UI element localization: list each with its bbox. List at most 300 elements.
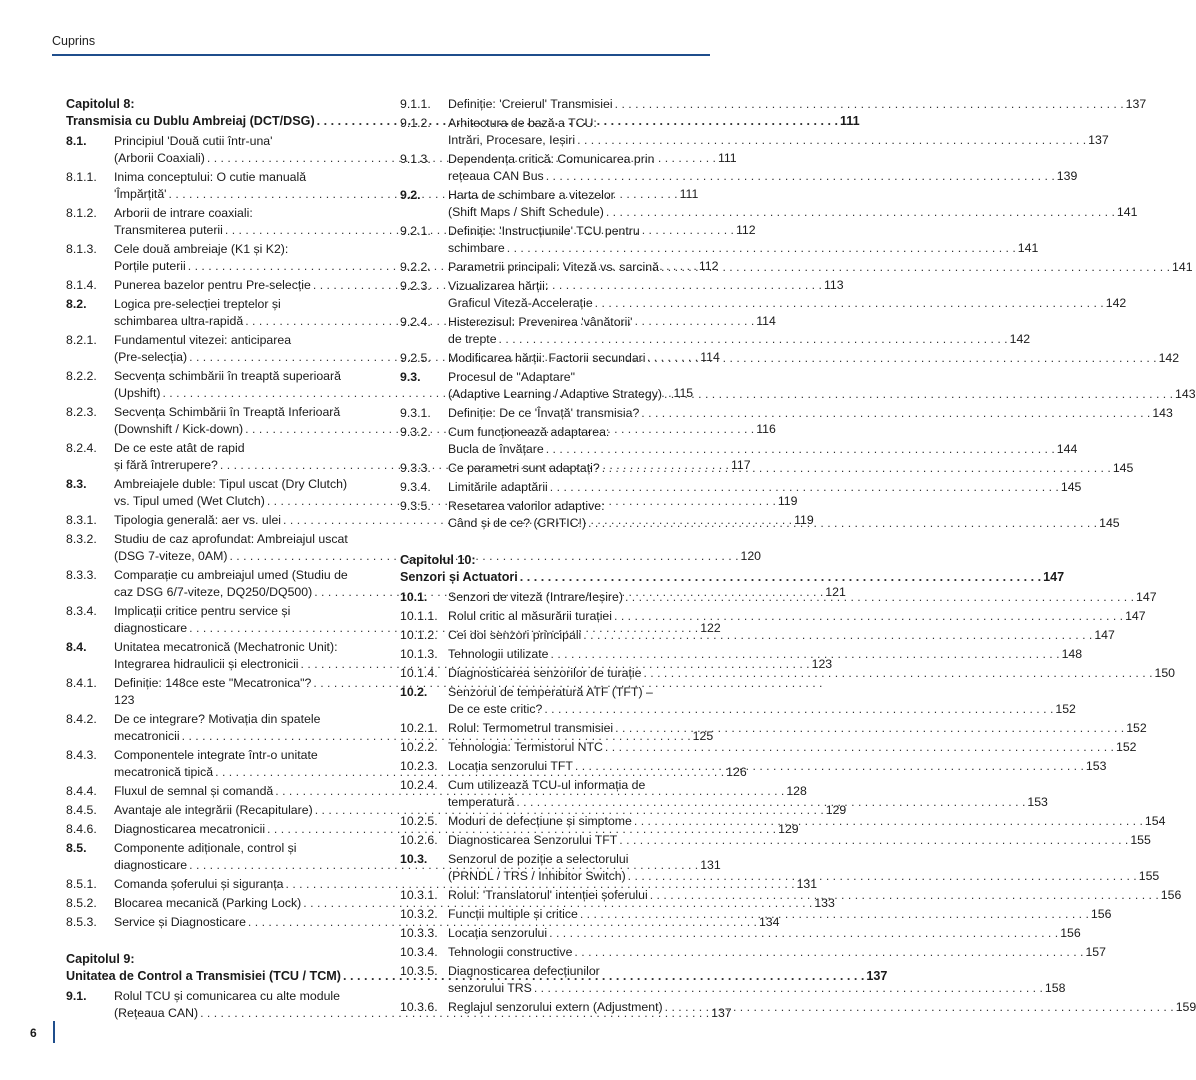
section-title: (PRNDL / TRS / Inhibitor Switch) — [448, 869, 626, 883]
section-number: 9.3.4. — [400, 480, 431, 494]
dot-leader — [534, 980, 1043, 997]
section-title-line: Implicații critice pentru service și — [114, 604, 291, 618]
page-ref: 147 — [1043, 570, 1065, 584]
section-number: 10.3.6. — [400, 1000, 438, 1014]
section-title: vs. Tipul umed (Wet Clutch) — [114, 494, 265, 508]
dot-leader — [664, 386, 1173, 403]
section-text — [448, 479, 1082, 496]
section-title: schimbare — [448, 241, 505, 255]
page-ref: 129 — [825, 803, 847, 817]
page-ref: 147 — [1136, 590, 1157, 604]
section-number: 10.2.1. — [400, 721, 438, 735]
page-ref-wrapped: 123 — [114, 693, 135, 707]
page-ref: 113 — [823, 278, 844, 292]
section-title: Porțile puterii — [114, 259, 186, 273]
dot-leader — [549, 925, 1058, 942]
section-number: 9.3.3. — [400, 461, 431, 475]
page-ref: 116 — [756, 422, 776, 436]
section-title: Fluxul de semnal și comandă — [114, 784, 274, 798]
section-number: 8.1.4. — [66, 278, 97, 292]
section-text — [448, 350, 1180, 367]
section-number: 8.3.1. — [66, 513, 97, 527]
page-ref: 123 — [811, 657, 833, 671]
section-number: 8.3. — [66, 477, 87, 491]
section-title-lastline — [448, 386, 1196, 403]
section-title: Blocarea mecanică (Parking Lock) — [114, 896, 302, 910]
page-ref: 153 — [1027, 795, 1048, 809]
dot-leader — [661, 259, 1170, 276]
dot-leader — [634, 813, 1143, 830]
section-number: 10.2. — [400, 685, 428, 699]
section-title-line: Secvența Schimbării în Treaptă Inferioară — [114, 405, 341, 419]
section-title-line: Dependența critică: Comunicarea prin — [448, 152, 655, 166]
section-number: 8.1.3. — [66, 242, 97, 256]
section-title-lastline — [448, 479, 1082, 496]
section-number: 9.2.1. — [400, 224, 431, 238]
section-number: 10.1. — [400, 590, 428, 604]
page-ref: 134 — [758, 915, 780, 929]
section-number: 9.2. — [400, 188, 421, 202]
page-ref: 154 — [1144, 814, 1166, 828]
page-ref: 120 — [740, 549, 762, 563]
chapter-title: Transmisia cu Dublu Ambreiaj (DCT/DSG) — [66, 114, 315, 128]
dot-leader — [619, 832, 1128, 849]
page-ref: 121 — [825, 585, 846, 599]
toc-entry — [400, 608, 1146, 625]
section-title: Când și de ce? (CRITIC!) — [448, 516, 587, 530]
section-title: Transmiterea puterii — [114, 223, 223, 237]
toc-entry — [400, 187, 1138, 221]
section-number: 10.2.2. — [400, 740, 438, 754]
section-title-line: Ambreiajele duble: Tipul uscat (Dry Clutch) — [114, 477, 348, 491]
section-title: Modificarea hărții: Factorii secundari — [448, 351, 646, 365]
section-title-line: Senzorul de temperatură ATF (TFT) – — [448, 685, 653, 699]
section-number: 8.4. — [66, 640, 87, 654]
section-title: de trepte — [448, 332, 497, 346]
page-ref: 145 — [1112, 461, 1134, 475]
toc-entry — [400, 739, 1137, 756]
dot-leader — [625, 589, 1134, 606]
section-number: 9.2.5. — [400, 351, 431, 365]
section-number: 8.3.3. — [66, 568, 97, 582]
section-title: Tehnologii utilizate — [448, 647, 549, 661]
section-number: 8.1.1. — [66, 170, 97, 184]
section-text — [448, 369, 1196, 403]
chapter-label: Capitolul 8: — [66, 97, 135, 111]
dot-leader — [551, 646, 1060, 663]
section-title: Tehnologii constructive — [448, 945, 573, 959]
page-ref: 112 — [735, 223, 756, 237]
section-title: mecatronicii — [114, 729, 180, 743]
section-title: (Shift Maps / Shift Schedule) — [448, 205, 604, 219]
chapter-label: Capitolul 10: — [400, 553, 476, 567]
page-ref: 117 — [730, 458, 751, 472]
section-number: 10.2.3. — [400, 759, 438, 773]
page-ref: 141 — [1017, 241, 1039, 255]
section-title-line: Procesul de "Adaptare" — [448, 370, 575, 384]
dot-leader — [614, 608, 1123, 625]
section-title-line: Cum utilizează TCU-ul informația de — [448, 778, 646, 792]
section-number: 10.3.1. — [400, 888, 438, 902]
section-number: 8.5.1. — [66, 877, 97, 891]
section-number: 9.2.4. — [400, 315, 431, 329]
section-number: 10.3.2. — [400, 907, 438, 921]
section-title: Rolul critic al măsurării turației — [448, 609, 613, 623]
section-title: Limitările adaptării — [448, 480, 548, 494]
page-ref: 114 — [700, 350, 720, 364]
section-title: Locația senzorului — [448, 926, 548, 940]
chapter-gap — [400, 534, 718, 552]
page-ref: 137 — [1088, 133, 1109, 147]
section-title-lastline — [448, 168, 1078, 185]
dot-leader — [499, 331, 1008, 348]
section-number: 10.1.2. — [400, 628, 438, 642]
section-title: Funcții multiple și critice — [448, 907, 578, 921]
dot-leader — [606, 204, 1115, 221]
section-number: 10.3.3. — [400, 926, 438, 940]
section-title-line: Histerezisul: Prevenirea 'vânătorii' — [448, 315, 633, 329]
section-number: 8.5.2. — [66, 896, 97, 910]
page-number: 6 — [30, 1026, 37, 1040]
section-title: (Arborii Coaxiali) — [114, 151, 205, 165]
section-title: (DSG 7-viteze, 0AM) — [114, 549, 228, 563]
chapter-title: Senzori și Actuatori — [400, 570, 518, 584]
section-title-line: Senzorul de poziție a selectorului — [448, 852, 629, 866]
section-title: Rolul: 'Translatorul' intenției șoferului — [448, 888, 648, 902]
section-number: 9.3.1. — [400, 406, 431, 420]
section-text — [448, 720, 1147, 737]
section-title-line: Studiu de caz aprofundat: Ambreiajul uscat — [114, 532, 348, 546]
dot-leader — [546, 168, 1055, 185]
section-number: 8.4.6. — [66, 822, 97, 836]
section-number: 9.3.2. — [400, 425, 431, 439]
toc-entry — [400, 96, 1147, 113]
section-title-lastline — [448, 925, 1081, 942]
page-ref: 125 — [692, 729, 714, 743]
section-number: 8.2.4. — [66, 441, 97, 455]
section-text — [448, 646, 1083, 663]
page-ref: 156 — [1060, 926, 1081, 940]
dot-leader — [605, 739, 1114, 756]
page-ref: 142 — [1009, 332, 1031, 346]
page-ref: 158 — [1044, 981, 1066, 995]
section-title: diagnosticare — [114, 858, 188, 872]
section-title: caz DSG 6/7-viteze, DQ250/DQ500) — [114, 585, 313, 599]
section-title-lastline — [448, 350, 1180, 367]
section-title: (Rețeaua CAN) — [114, 1006, 199, 1020]
section-number: 8.4.3. — [66, 748, 97, 762]
section-title-line: De ce integrare? Motivația din spatele — [114, 712, 321, 726]
page-ref: 145 — [1060, 480, 1082, 494]
section-title: Locația senzorului TFT — [448, 759, 573, 773]
toc-entry — [400, 369, 1196, 403]
dot-leader — [628, 868, 1137, 885]
section-number: 9.1. — [66, 989, 87, 1003]
toc-entry — [400, 405, 1173, 422]
page-ref: 155 — [1138, 869, 1160, 883]
page-ref: 143 — [1175, 387, 1196, 401]
dot-leader — [595, 295, 1104, 312]
page-ref: 142 — [1158, 351, 1180, 365]
section-text — [448, 739, 1137, 756]
section-title: Senzori de viteză (Intrare/Ieșire) — [448, 590, 623, 604]
section-title-line: Vizualizarea hărții: — [448, 279, 549, 293]
section-title: Parametrii principali: Viteză vs. sarcină — [448, 260, 659, 274]
section-number: 9.1.2. — [400, 116, 431, 130]
section-title: (Adaptive Learning / Adaptive Strategy) — [448, 387, 662, 401]
section-title: senzorului TRS — [448, 981, 532, 995]
section-text — [448, 187, 1138, 221]
page-ref: 131 — [700, 858, 721, 872]
section-title-line: Definiție: 'Instrucțiunile' TCU pentru — [448, 224, 640, 238]
page-ref: 152 — [1055, 702, 1076, 716]
section-number: 9.1.3. — [400, 152, 431, 166]
section-title-lastline — [448, 608, 1146, 625]
page-ref: 111 — [840, 114, 860, 128]
section-title-lastline — [448, 739, 1137, 756]
page-ref: 139 — [1056, 169, 1078, 183]
section-title: schimbarea ultra-rapidă — [114, 314, 244, 328]
section-title-lastline — [448, 259, 1193, 276]
section-title: diagnosticare — [114, 621, 188, 635]
toc-entry — [400, 925, 1081, 942]
section-title-line: Cele două ambreiaje (K1 și K2): — [114, 242, 289, 256]
page-ref: 152 — [1115, 740, 1137, 754]
section-title-lastline — [448, 96, 1147, 113]
section-title: Reglajul senzorului extern (Adjustment) — [448, 1000, 663, 1014]
section-title-lastline — [448, 720, 1147, 737]
section-title-lastline — [448, 132, 1109, 149]
dot-leader — [615, 720, 1124, 737]
page-ref: 141 — [1172, 260, 1193, 274]
section-title-line: Inima conceptului: O cutie manuală — [114, 170, 307, 184]
section-title-lastline — [448, 832, 1151, 849]
section-title-lastline — [448, 646, 1083, 663]
section-number: 10.3.4. — [400, 945, 438, 959]
page-ref: 111 — [679, 187, 699, 201]
page-ref: 148 — [1061, 647, 1083, 661]
page-ref: 128 — [786, 784, 807, 798]
footer-rule — [53, 1021, 55, 1043]
dot-leader — [520, 569, 1041, 586]
chapter-label: Capitolul 9: — [66, 952, 135, 966]
section-title: Cei doi senzori principali — [448, 628, 582, 642]
page-ref: 126 — [726, 765, 747, 779]
chapter-title-line — [400, 569, 1065, 586]
section-title-lastline — [448, 980, 1066, 997]
section-number: 10.2.4. — [400, 778, 438, 792]
dot-leader — [648, 350, 1157, 367]
section-title-lastline — [448, 331, 1031, 348]
section-title: Diagnosticarea mecatronicii — [114, 822, 266, 836]
section-number: 8.5.3. — [66, 915, 97, 929]
dot-leader — [643, 665, 1152, 682]
section-title-line: Principiul 'Două cutii într-una' — [114, 134, 273, 148]
section-title-line: Fundamentul vitezei: anticiparea — [114, 333, 292, 347]
section-title: Moduri de defecțiune și simptome — [448, 814, 632, 828]
section-title: Comanda șoferului și siguranța — [114, 877, 284, 891]
dot-leader — [615, 96, 1124, 113]
page-ref: 122 — [700, 621, 721, 635]
page-ref: 159 — [1175, 1000, 1196, 1014]
page-ref: 145 — [1099, 516, 1120, 530]
section-number: 8.3.4. — [66, 604, 97, 618]
section-number: 9.2.3. — [400, 279, 431, 293]
dot-leader — [650, 887, 1159, 904]
dot-leader — [577, 132, 1086, 149]
section-text — [114, 675, 388, 709]
section-title: (Pre-selecția) — [114, 350, 188, 364]
section-text — [448, 684, 1076, 718]
section-title: Graficul Viteză-Accelerație — [448, 296, 593, 310]
section-title-lastline — [448, 441, 1078, 458]
section-title: Intrări, Procesare, Ieșiri — [448, 133, 576, 147]
section-title-line: Logica pre-selecției treptelor și — [114, 297, 281, 311]
page-ref: 156 — [1090, 907, 1112, 921]
section-text — [448, 96, 1147, 113]
toc-entry — [400, 665, 1176, 682]
section-number: 8.2.2. — [66, 369, 97, 383]
section-title: Tehnologia: Termistorul NTC — [448, 740, 603, 754]
page-ref: 141 — [1116, 205, 1138, 219]
section-number: 8.2. — [66, 297, 87, 311]
section-title: rețeaua CAN Bus — [448, 169, 544, 183]
toc-entry — [400, 720, 1147, 737]
section-title: De ce este critic? — [448, 702, 543, 716]
section-number: 10.1.1. — [400, 609, 438, 623]
dot-leader — [641, 405, 1150, 422]
section-title: Definiție: De ce 'Învață' transmisia? — [448, 406, 640, 420]
page-ref: 112 — [698, 259, 719, 273]
section-title-lastline — [448, 701, 1076, 718]
section-number: 9.3.5. — [400, 499, 431, 513]
section-number: 8.4.1. — [66, 676, 97, 690]
section-text — [448, 665, 1176, 682]
section-title: Definiție: 'Creierul' Transmisiei — [448, 97, 613, 111]
header-rule — [52, 54, 710, 56]
page-ref: 150 — [1154, 666, 1176, 680]
section-title-line: Resetarea valorilor adaptive: — [448, 499, 605, 513]
section-title-lastline — [448, 295, 1127, 312]
section-title: Diagnosticarea senzorilor de turație — [448, 666, 642, 680]
section-title-line: Rolul TCU și comunicarea cu alte module — [114, 989, 340, 1003]
section-title: (Upshift) — [114, 386, 161, 400]
section-title-line: Harta de schimbare a vitezelor — [448, 188, 615, 202]
chapter-title: Unitatea de Control a Transmisiei (TCU / TCM) — [66, 969, 341, 983]
toc-entry — [400, 350, 1180, 367]
section-number: 9.3. — [400, 370, 421, 384]
section-title: (Downshift / Kick-down) — [114, 422, 244, 436]
page-ref: 137 — [1125, 97, 1147, 111]
section-title-lastline — [448, 405, 1173, 422]
page-ref: 131 — [796, 877, 818, 891]
section-number: 8.5. — [66, 841, 87, 855]
section-text — [448, 925, 1081, 942]
dot-leader — [507, 240, 1016, 257]
section-number: 10.3.5. — [400, 964, 438, 978]
toc-entry — [400, 832, 1151, 849]
section-title: Service și Diagnosticare — [114, 915, 246, 929]
section-number: 9.2.2. — [400, 260, 431, 274]
dot-leader — [546, 441, 1055, 458]
toc-entry — [66, 675, 388, 709]
section-number: 8.1. — [66, 134, 87, 148]
section-number: 8.2.3. — [66, 405, 97, 419]
section-title-line: Componentele integrate într-o unitate — [114, 748, 318, 762]
section-title: Tipologia generală: aer vs. ulei — [114, 513, 282, 527]
section-title-line: Cum funcționează adaptarea: — [448, 425, 610, 439]
section-title: Bucla de învățare — [448, 442, 544, 456]
page-ref: 115 — [673, 386, 694, 400]
section-number: 8.2.1. — [66, 333, 97, 347]
page-ref: 147 — [1125, 609, 1146, 623]
page-ref: 119 — [794, 513, 814, 527]
header-title: Cuprins — [52, 34, 96, 48]
section-title-lastline — [448, 665, 1176, 682]
section-title-lastline — [114, 675, 388, 692]
section-title: Avantaje ale integrării (Recapitulare) — [114, 803, 313, 817]
section-number: 8.4.4. — [66, 784, 97, 798]
section-title-line: Comparație cu ambreiajul umed (Studiu de — [114, 568, 348, 582]
section-title: mecatronică tipică — [114, 765, 214, 779]
toc-entry — [400, 646, 1083, 663]
section-text — [448, 944, 1106, 961]
page-ref: 153 — [1085, 759, 1107, 773]
section-text — [448, 608, 1146, 625]
section-number: 10.2.5. — [400, 814, 438, 828]
dot-leader — [550, 479, 1059, 496]
section-number: 10.1.3. — [400, 647, 438, 661]
section-number: 8.1.2. — [66, 206, 97, 220]
page-ref: 137 — [866, 969, 888, 983]
section-text — [448, 405, 1173, 422]
section-title: temperatură — [448, 795, 515, 809]
section-title: Ce parametri sunt adaptați? — [448, 461, 600, 475]
page-ref: 157 — [1085, 945, 1106, 959]
section-title: 'Împărțită' — [114, 187, 167, 201]
section-title-line: Arborii de intrare coaxiali: — [114, 206, 253, 220]
section-number: 10.1.4. — [400, 666, 438, 680]
toc-entry — [400, 259, 1193, 276]
dot-leader — [574, 944, 1083, 961]
section-title-lastline — [448, 240, 1039, 257]
section-title-line: Secvența schimbării în treaptă superioară — [114, 369, 341, 383]
section-title-line: Arhitectura de bază a TCU: — [448, 116, 597, 130]
dot-leader — [544, 701, 1053, 718]
section-number: 8.4.5. — [66, 803, 97, 817]
section-number: 10.3. — [400, 852, 428, 866]
section-title: Diagnosticarea Senzorului TFT — [448, 833, 618, 847]
section-title-line: Diagnosticarea defecțiunilor — [448, 964, 600, 978]
section-title-line: Componente adiționale, control și — [114, 841, 297, 855]
section-title-lastline — [448, 204, 1138, 221]
chapter-gap — [66, 933, 388, 951]
section-title-line: De ce este atât de rapid — [114, 441, 245, 455]
page-ref: 137 — [711, 1006, 732, 1020]
section-number: 8.3.2. — [66, 532, 97, 546]
page-ref: 129 — [778, 822, 799, 836]
section-number: 10.2.6. — [400, 833, 438, 847]
section-title: și fără întrerupere? — [114, 458, 218, 472]
dot-leader — [580, 906, 1089, 923]
page-ref: 156 — [1160, 888, 1182, 902]
page-ref: 133 — [814, 896, 835, 910]
page-ref: 119 — [777, 494, 798, 508]
dot-leader — [575, 758, 1084, 775]
section-text — [448, 832, 1151, 849]
section-text — [448, 259, 1193, 276]
section-title: Rolul: Termometrul transmisiei — [448, 721, 614, 735]
